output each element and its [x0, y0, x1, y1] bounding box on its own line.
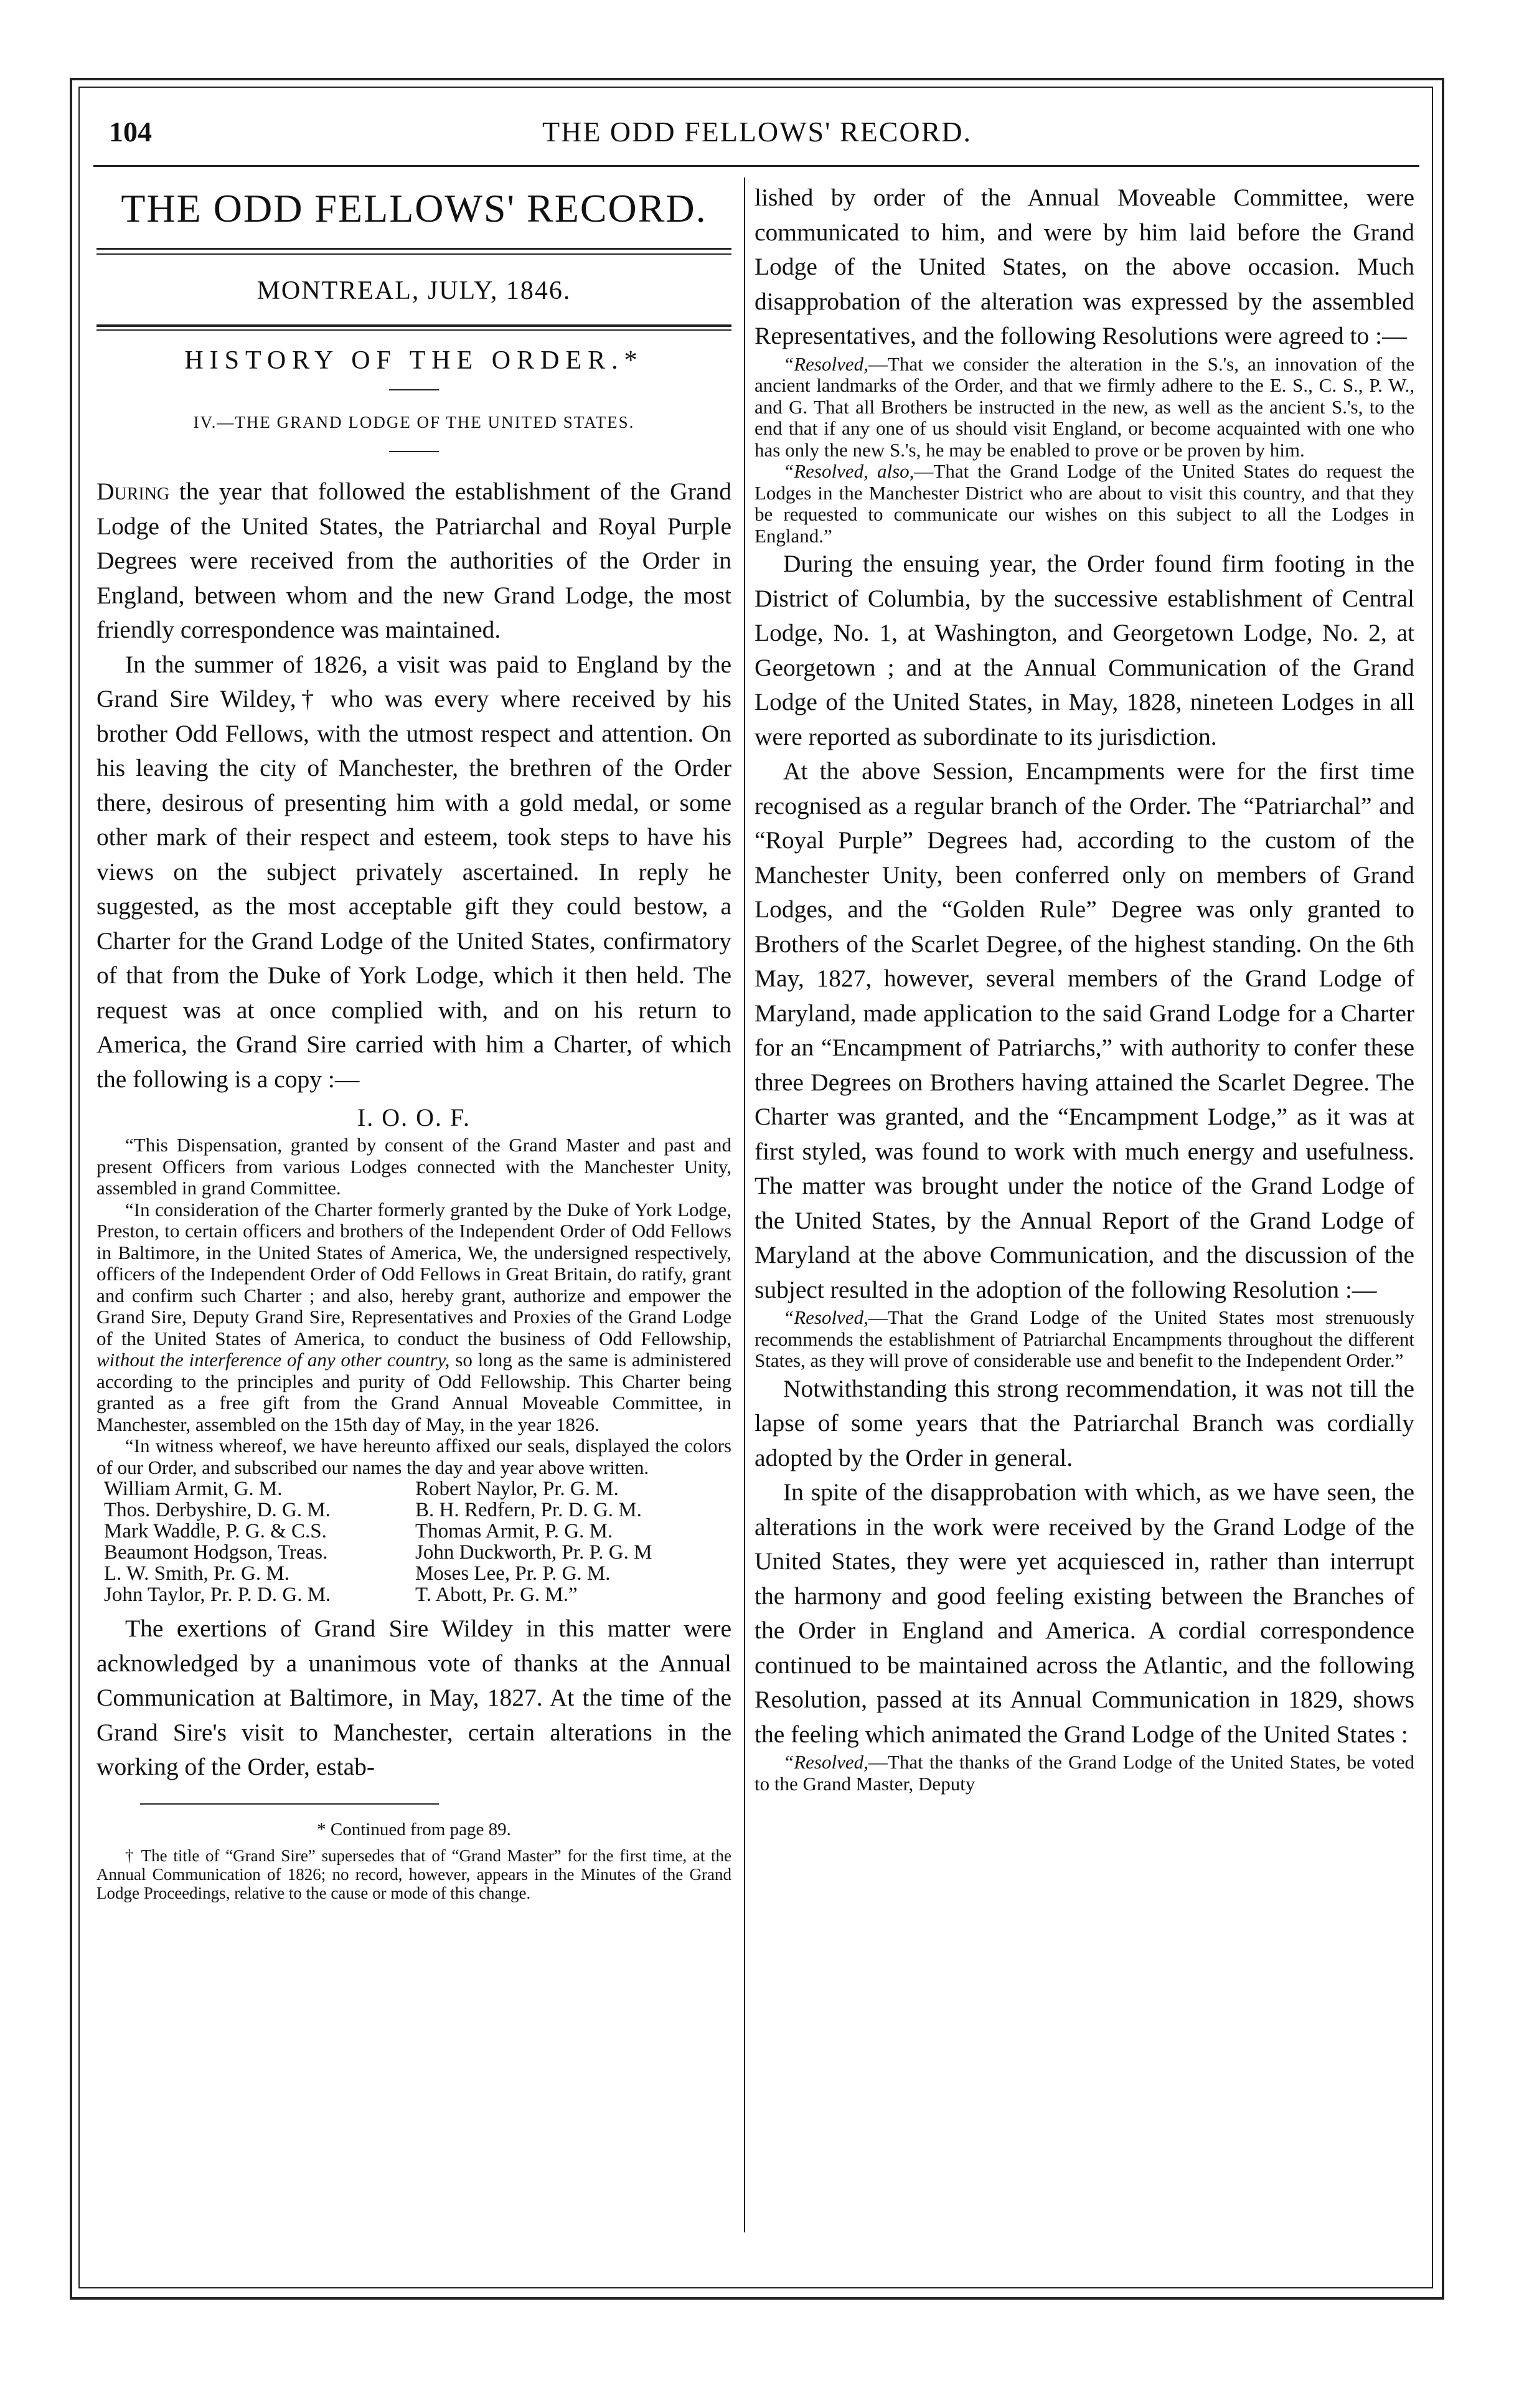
- resolution-4: [755, 1752, 1414, 1795]
- charter-para-2: [96, 1199, 731, 1436]
- resolution-2: [755, 461, 1414, 547]
- page-number: 104: [109, 116, 152, 148]
- charter-para-1: “This Dispensation, granted by consent of the Grand Master and past and present Officers from various Lodges connected with the Manchester Unity, assembled in grand Committee.: [96, 1134, 731, 1199]
- footnote-1: * Continued from page 89.: [317, 1819, 511, 1839]
- resolution-3: [755, 1307, 1414, 1372]
- signature: Beaumont Hodgson, Treas.: [104, 1541, 328, 1564]
- resolution-2-text: —That the Grand Lodge of the United States do request the Lodges in the Manchester District who are about to visit this country, and that they be requested to communicate our wishes on this subject to all the Lodges in England.”: [755, 460, 1414, 547]
- subtitle-rule: [389, 451, 439, 452]
- paragraph-ensuing-year: During the ensuing year, the Order found firm footing in the District of Columbia, by the successive establishment of Central Lodge, No. 1, at Washington, and Georgetown Lodge, No. 2, at Georgetown ; and at the Annual Communication of the Grand Lodge of the United States, in May, 1828, nineteen Lodges in all were reported as subordinate to its jurisdiction.: [755, 550, 1414, 750]
- resolution-1: [755, 354, 1414, 461]
- paragraph-continued: lished by order of the Annual Moveable Committee, were communicated to him, and were by him laid before the Grand Lodge of the United States, on the above occasion. Much disapprobation of the alteration was expressed by the assembled Representatives, and the following Resolutions were agreed to :—: [755, 184, 1414, 349]
- signature: John Taylor, Pr. P. D. G. M.: [104, 1584, 331, 1606]
- resolved-label: “Resolved, also,: [783, 460, 915, 482]
- signature: Mark Waddle, P. G. & C.S.: [104, 1520, 327, 1542]
- paragraph-in-spite: In spite of the disapprobation with which, as we have seen, the alterations in the work were received by the Grand Lodge of the United States, they were yet acquiesced in, rather than interrupt the harmony and good feeling existing between the Branches of the Order in England and America. A cordial correspondence continued to be maintained across the Atlantic, and the following Resolution, passed at its Annual Communication in 1829, shows the feeling which animated the Grand Lodge of the United States :: [755, 1478, 1414, 1748]
- charter-heading: I. O. O. F.: [357, 1103, 471, 1131]
- paragraph-3: The exertions of Grand Sire Wildey in this matter were acknowledged by a unanimous vote of thanks at the Annual Communication at Baltimore, in May, 1827. At the time of the Grand Sire's visit to Manchester, certain alterations in the working of the Order, estab-: [96, 1615, 731, 1780]
- left-column: [96, 181, 731, 1902]
- signature: John Duckworth, Pr. P. G. M: [415, 1541, 652, 1564]
- signature: T. Abott, Pr. G. M.”: [415, 1584, 578, 1606]
- dateline-rule: [96, 324, 731, 331]
- section-title: HISTORY OF THE ORDER.*: [184, 346, 644, 375]
- resolved-label: “Resolved,: [783, 1306, 868, 1328]
- footnote-2: † The title of “Grand Sire” supersedes that of “Grand Master” for the first time, at the Annual Communication of 1826; no record, however, appears in the Minutes of the Grand Lodge Proceedings, relative to the cause or mode of this change.: [96, 1846, 731, 1902]
- dateline: MONTREAL, JULY, 1846.: [256, 276, 571, 305]
- resolution-3-text: —That the Grand Lodge of the United States most strenuously recommends the establishment of Patriarchal Encampments throughout the different States, as they will prove of considerable use and benefit to the Independent Order.”: [755, 1306, 1414, 1371]
- running-title: THE ODD FELLOWS' RECORD.: [542, 116, 972, 148]
- resolution-4-text: —That the thanks of the Grand Lodge of the United States, be voted to the Grand Master, Deputy: [755, 1751, 1414, 1795]
- section-subtitle: IV.—THE GRAND LODGE OF THE UNITED STATES.: [193, 413, 635, 432]
- section-rule: [389, 389, 439, 390]
- signature: William Armit, G. M.: [104, 1478, 283, 1500]
- charter-para-2a: “In consideration of the Charter formerly granted by the Duke of York Lodge, Preston, to certain officers and brothers of the Independent Order of Odd Fellows in Baltimore, in the United States of America, We, the undersigned respectively, officers of the Independent Order of Odd Fellows in Great Britain, do ratify, grant and confirm such Charter ; and also, hereby grant, authorize and empower the Grand Sire, Deputy Grand Sire, Representatives and Proxies of the Grand Lodge of the United States of America, to conduct the business of Odd Fellowship,: [96, 1198, 731, 1349]
- header-rule: [93, 165, 1419, 167]
- signature: L. W. Smith, Pr. G. M.: [104, 1562, 289, 1585]
- resolution-1-text: —That we consider the alteration in the S.'s, an innovation of the ancient landmarks of the Order, and that we firmly adhere to the E. S., C. S., P. W., and G. That all Brothers be instructed in the new, as well as the ancient S.'s, to the end that if any one of us should visit England, or become acquainted with one who has only the new S.'s, he may be enabled to prove or be proven by him.: [755, 352, 1414, 461]
- signature: Moses Lee, Pr. P. G. M.: [415, 1562, 611, 1585]
- paragraph-encampments: At the above Session, Encampments were for the first time recognised as a regular branch of the Order. The “Patriarchal” and “Royal Purple” Degrees had, according to the custom of the Manchester Unity, been conferred only on members of Grand Lodges, and the “Golden Rule” Degree was only granted to Brothers of the Scarlet Degree, of the highest standing. On the 6th May, 1827, however, several members of the Grand Lodge of Maryland, made application to the said Grand Lodge for a Charter for an “Encampment of Patriarchs,” with authority to confer these three Degrees on Brothers having attained the Scarlet Degree. The Charter was granted, and the “Encampment Lodge,” as it was at first styled, was found to work with much energy and usefulness. The matter was brought under the notice of the Grand Lodge of the United States, by the Annual Report of the Grand Lodge of Maryland at the above Communication, and the discussion of the subject resulted in the adoption of the following Resolution :—: [755, 757, 1414, 1303]
- signature-list: [104, 1478, 731, 1605]
- charter-para-2c: so long as the same is administered according to the principles and purity of Odd Fellowship. This Charter being granted as a free gift from the Grand Annual Moveable Committee, in Manchester, assembled on the 15th day of May, in the year 1826.: [96, 1349, 731, 1435]
- signature: B. H. Redfern, Pr. D. G. M.: [415, 1499, 642, 1521]
- paragraph-2: In the summer of 1826, a visit was paid to England by the Grand Sire Wildey,† who was every where received by his brother Odd Fellows, with the utmost respect and attention. On his leaving the city of Manchester, the brethren of the Order there, desirous of presenting him with a gold medal, or some other mark of their respect and esteem, took steps to have his views on the subject privately ascertained. In reply he suggested, as the most acceptable gift they could bestow, a Charter for the Grand Lodge of the United States, confirmatory of that from the Duke of York Lodge, which it then held. The request was at once complied with, and on his return to America, the Grand Sire carried with him a Charter, of which the following is a copy :—: [96, 650, 731, 1093]
- signature: Thos. Derbyshire, D. G. M.: [104, 1499, 331, 1521]
- paragraph-1: [96, 475, 731, 648]
- resolved-label: “Resolved,: [783, 1751, 868, 1773]
- column-divider: [744, 177, 745, 2232]
- signature: Thomas Armit, P. G. M.: [415, 1520, 613, 1542]
- charter-para-3: “In witness whereof, we have hereunto affixed our seals, displayed the colors of our Order, and subscribed our names the day and year above written.: [96, 1435, 731, 1478]
- signature: Robert Naylor, Pr. G. M.: [415, 1478, 619, 1500]
- right-column: [755, 181, 1414, 1795]
- footnote-rule: [140, 1803, 439, 1805]
- lead-word: During: [96, 478, 170, 505]
- charter-italic: without the interference of any other country,: [96, 1349, 450, 1371]
- masthead: THE ODD FELLOWS' RECORD.: [121, 186, 707, 230]
- resolved-label: “Resolved,: [783, 352, 868, 375]
- paragraph-notwithstanding: Notwithstanding this strong recommendation, it was not till the lapse of some years that the Patriarchal Branch was cordially adopted by the Order in general.: [755, 1374, 1414, 1471]
- paragraph-1-text: the year that followed the establishment of the Grand Lodge of the United States, the Patriarchal and Royal Purple Degrees were received from the authorities of the Order in England, between whom and the new Grand Lodge, the most friendly correspondence was maintained.: [96, 478, 731, 643]
- masthead-rule: [96, 248, 731, 255]
